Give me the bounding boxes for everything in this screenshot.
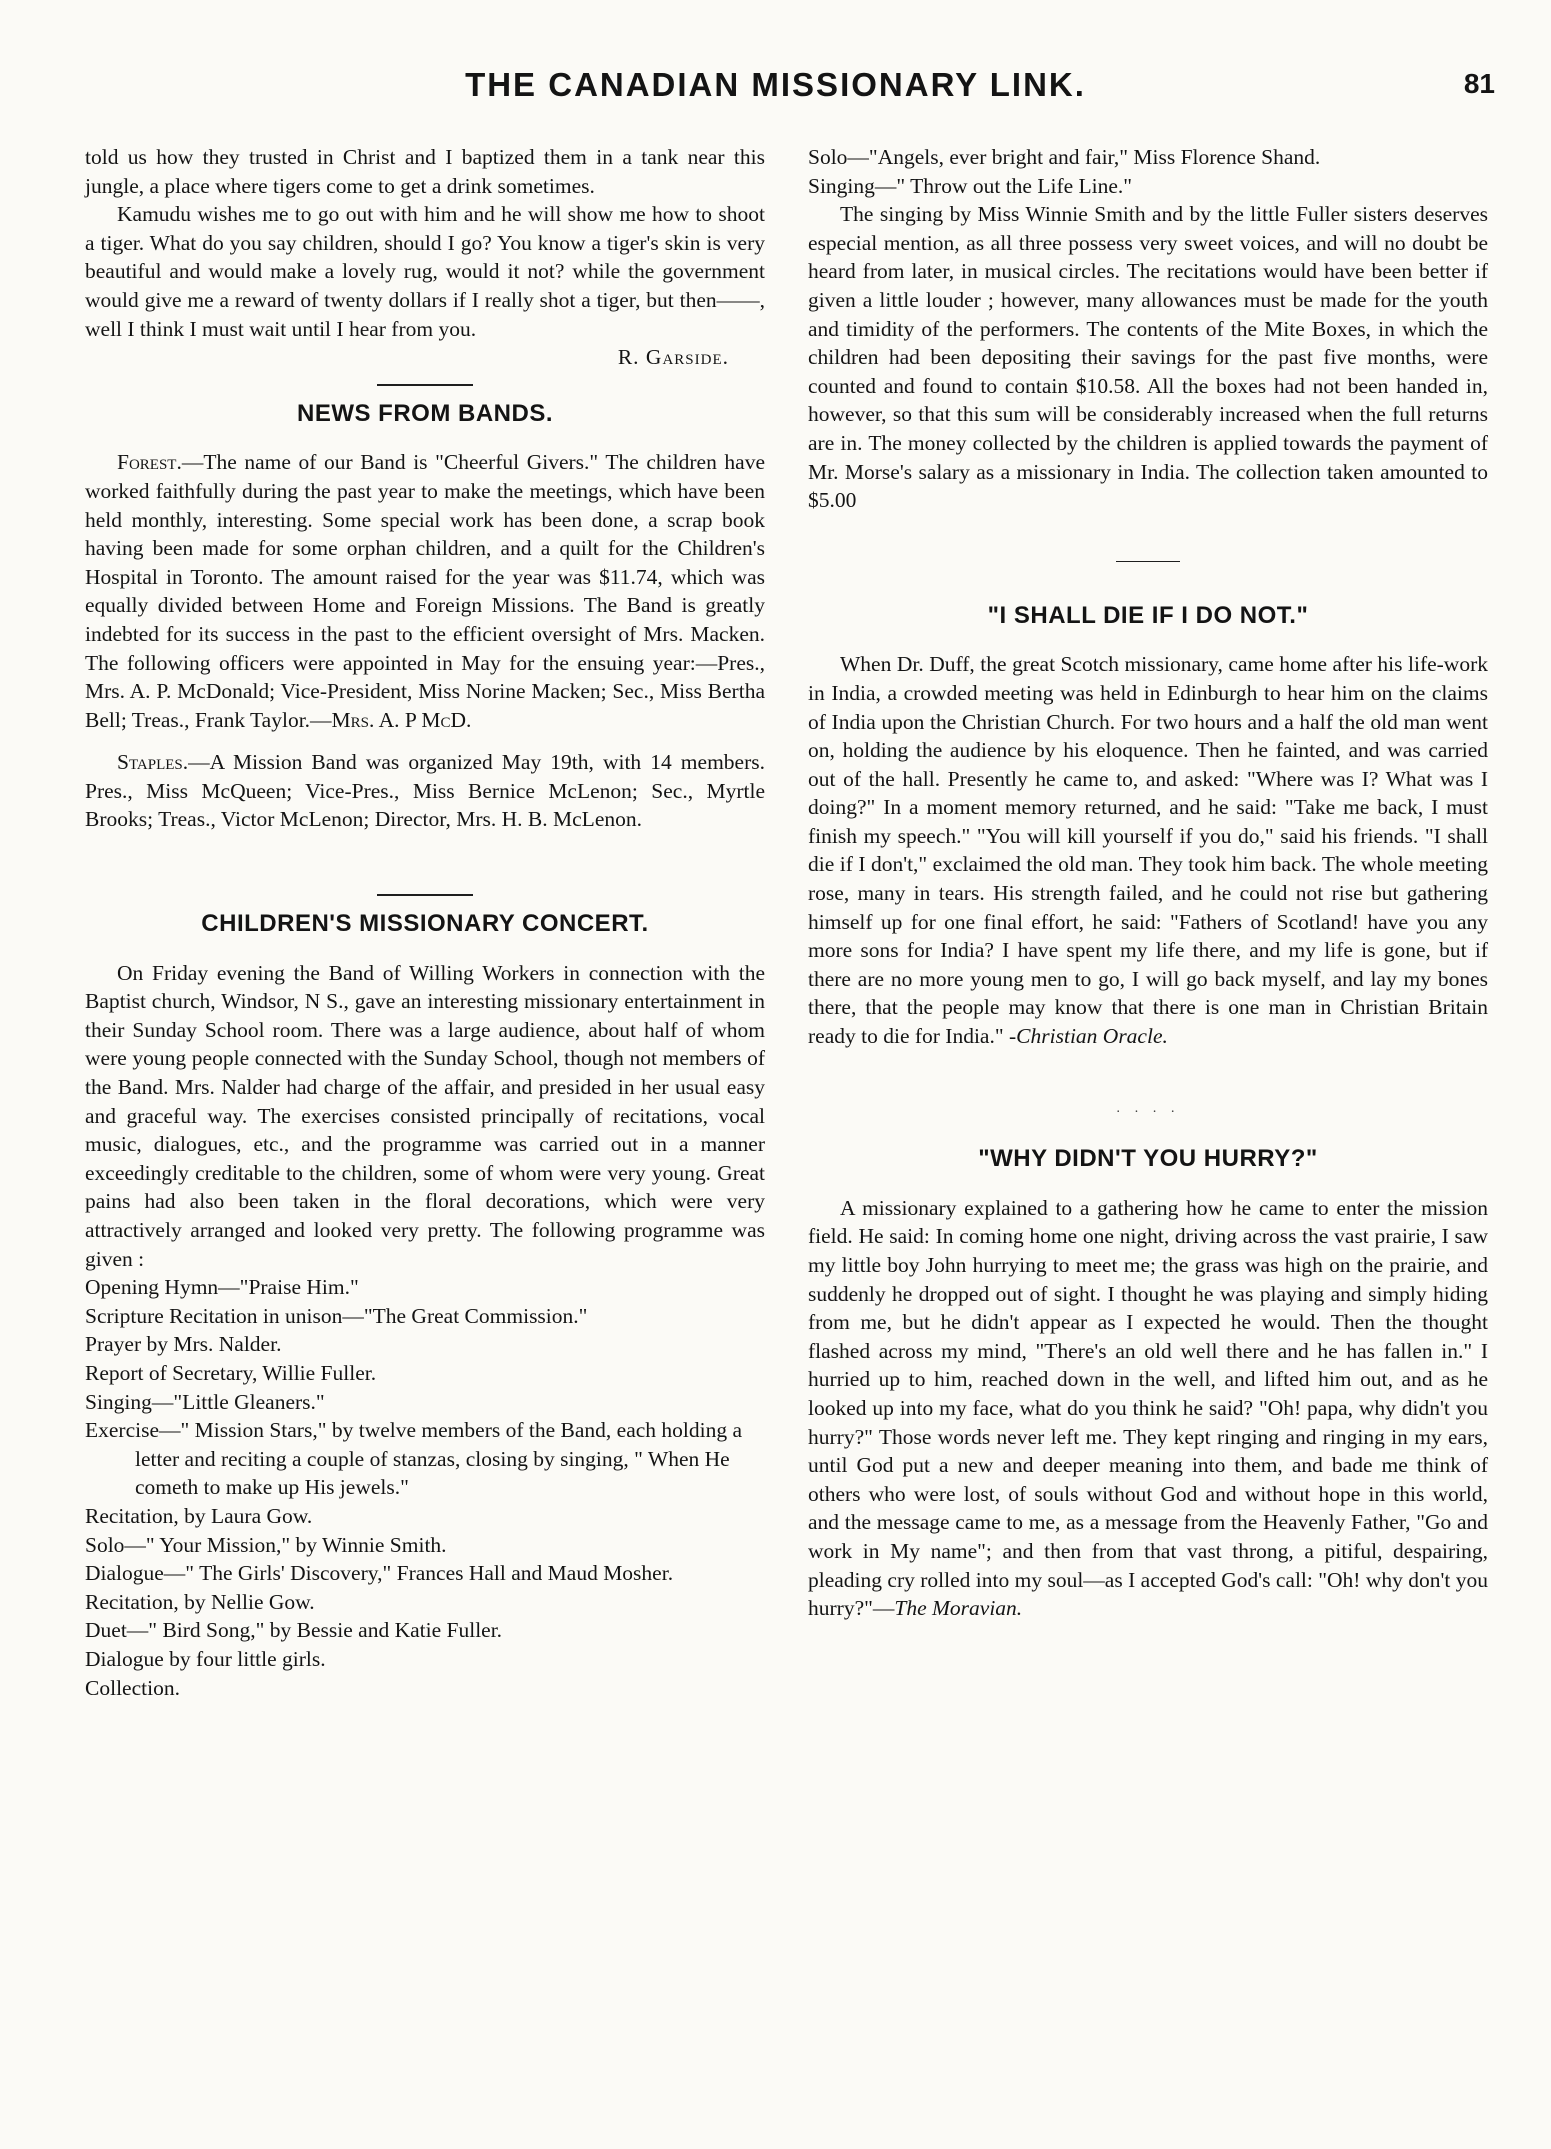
section-divider [1116, 561, 1180, 562]
news-forest-paragraph [85, 448, 765, 734]
concert-intro-paragraph: On Friday evening the Band of Willing Workers in connection with the Baptist church, Windsor, N S., gave an interesting missionary entertainment in their Sunday School room. There was a large audience, about half of whom were young people connected with the Sunday School, though not members of the Band. Mrs. Nalder had charge of the affair, and presided in her usual easy and graceful way. The exercises consisted principally of recitations, vocal music, dialogues, etc., and the programme was carried out in a manner exceedingly creditable to the children, some of whom were very young. Great pains had also been taken in the floral decorations, which were very attractively arranged and looked very pretty. The following programme was given : [85, 960, 765, 1271]
programme-item: Singing—"Little Gleaners." [85, 1389, 325, 1414]
shall-die-source: Christian Oracle. [1016, 1024, 1168, 1049]
section-divider-dots: · · · · [1115, 1104, 1181, 1120]
programme-item: Solo—"Angels, ever bright and fair," Miss Florence Shand. [808, 145, 1321, 169]
programme-item: Recitation, by Laura Gow. [85, 1503, 313, 1528]
programme-item: Recitation, by Nellie Gow. [85, 1589, 315, 1614]
programme-item: Dialogue—" The Girls' Discovery," Frances Hall and Maud Mosher. [85, 1561, 674, 1586]
section-title-childrens-concert: CHILDREN'S MISSIONARY CONCERT. [201, 910, 649, 938]
section-divider [377, 384, 473, 386]
why-hurry-text: A missionary explained to a gathering how he came to enter the mission field. He said: In coming home one night, driving across the vast prairie, I saw my little boy John hurrying to meet me; the grass was high on the prairie, and suddenly he dropped out of sight. I thought he was playing and simply hiding from me, but he didn't appear as I expected he would. Then the thought flashed across my mind, "There's an old well there and he has fallen in." I hurried up to him, reached down in the well, and lifted him out, and as he looked up into my face, what do you think he said? "Oh! papa, why didn't you hurry?" Those words never left me. They kept ringing and ringing in my ears, until God put a new and deeper meaning into them, and bade me think of others who were lost, of souls without God and without hope in this world, and the message came to me, as a message from the Heavenly Father, "Go and work in My name"; and then from that vast throng, a pitiful, despairing, pleading cry rolled into my soul—as I accepted God's call: "Oh! why don't you hurry?"— [808, 1195, 1488, 1621]
right-column [808, 143, 1488, 1623]
page-number: 81 [1463, 68, 1495, 99]
news-staples-label: Staples. [117, 750, 189, 775]
news-forest-text: —The name of our Band is "Cheerful Givers." The children have worked faithfully during the past year to make the meetings, which have been held monthly, interesting. Some special work has been done, a scrap book having been made for some orphan children, and a quilt for the Children's Hospital in Toronto. The amount raised for the year was $11.74, which was equally divided between Home and Foreign Missions. The Band is greatly indebted for its success in the past to the efficient oversight of Mrs. Macken. The following officers were appointed in May for the ensuing year:—Pres., Mrs. A. P. McDonald; Vice-President, Miss Norine Macken; Sec., Miss Bertha Bell; Treas., Frank Taylor. [85, 450, 765, 732]
programme-item: Exercise—" Mission Stars," by twelve members of the Band, each holding a letter and reciting a couple of stanzas, closing by singing, " When He cometh to make up His jewels." [85, 1418, 743, 1500]
section-title-shall-die: "I SHALL DIE IF I DO NOT." [987, 601, 1309, 629]
section-title-why-hurry: "WHY DIDN'T YOU HURRY?" [978, 1145, 1318, 1173]
news-staples-text: —A Mission Band was organized May 19th, with 14 members. Pres., Miss McQueen; Vice-Pres., Miss Bernice McLenon; Sec., Myrtle Brooks; Treas., Victor McLenon; Director, Mrs. H. B. McLenon. [85, 750, 765, 832]
left-column [85, 143, 765, 1702]
shall-die-paragraph [808, 650, 1488, 1050]
programme-item: Prayer by Mrs. Nalder. [85, 1332, 282, 1357]
programme-item: Duet—" Bird Song," by Bessie and Katie Fuller. [85, 1618, 503, 1643]
programme-item: Scripture Recitation in unison—"The Great Commission." [85, 1303, 588, 1328]
concert-closing-paragraph: The singing by Miss Winnie Smith and by the little Fuller sisters deserves especial mention, as all three possess very sweet voices, and will no doubt be heard from later, in musical circles. The recitations would have been better if given a little louder ; however, many allowances must be made for the youth and timidity of the performers. The contents of the Mite Boxes, in which the children had been depositing their savings for the past five months, were counted and found to contain $10.58. All the boxes had not been handed in, however, so that this sum will be considerably increased when the full returns are in. The money collected by the children is applied towards the payment of Mr. Morse's salary as a missionary in India. The collection taken amounted to $5.00 [808, 202, 1488, 513]
letter-paragraph-1: told us how they trusted in Christ and I baptized them in a tank near this jungle, a place where tigers come to get a drink sometimes. [85, 145, 765, 198]
letter-paragraph-2: Kamudu wishes me to go out with him and he will show me how to shoot a tiger. What do you say children, should I go? You know a tiger's skin is very beautiful and would make a lovely rug, would it not? while the government would give me a reward of twenty dollars if I really shot a tiger, but then——, well I think I must wait until I hear from you. [85, 202, 765, 341]
news-forest-signature: —Mrs. A. P McD. [310, 707, 472, 732]
news-forest-label: Forest. [117, 450, 182, 475]
programme-item: Report of Secretary, Willie Fuller. [85, 1360, 377, 1385]
news-staples-paragraph [85, 748, 765, 834]
section-title-news-from-bands: NEWS FROM BANDS. [297, 399, 553, 427]
programme-item: Singing—" Throw out the Life Line." [808, 173, 1133, 198]
programme-item: Opening Hymn—"Praise Him." [85, 1275, 359, 1300]
programme-item: Dialogue by four little girls. [85, 1646, 326, 1671]
programme-item: Solo—" Your Mission," by Winnie Smith. [85, 1532, 447, 1557]
why-hurry-paragraph [808, 1194, 1488, 1623]
why-hurry-source: The Moravian. [894, 1596, 1023, 1621]
section-divider [377, 894, 473, 896]
programme-item: Collection. [85, 1675, 180, 1700]
concert-programme-list [85, 1273, 765, 1702]
shall-die-text: When Dr. Duff, the great Scotch missionary, came home after his life-work in India, a crowded meeting was held in Edinburgh to hear him on the claims of India upon the Christian Church. For two hours and a half the old man went on, holding the audience by his eloquence. Then he fainted, and was carried out of the hall. Presently he came to, and asked: "Where was I? What was I doing?" In a moment memory returned, and he said: "Take me back, I must finish my speech." "You will kill yourself if you do," said his friends. "I shall die if I don't," exclaimed the old man. They took him back. The whole meeting rose, many in tears. His strength failed, and he could not rise but gathering himself up for one final effort, he said: "Fathers of Scotland! have you any more sons for India? I have spent my life there, and my life is gone, but if there are no more young men to go, I will go back myself, and lay my bones there, that the people may know that there is one man in Christian Britain ready to die for India." - [808, 652, 1488, 1049]
page-header-title: THE CANADIAN MISSIONARY LINK. [465, 66, 1086, 103]
letter-signature: R. Garside. [617, 345, 729, 370]
